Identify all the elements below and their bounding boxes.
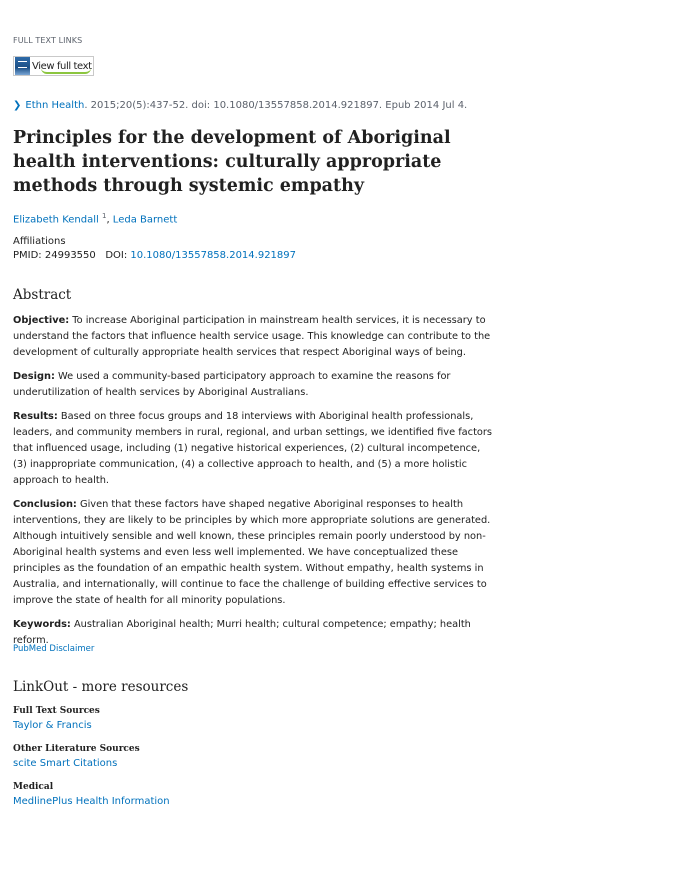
author-link[interactable]: Elizabeth Kendall (13, 214, 99, 226)
section-text: Based on three focus groups and 18 interviews with Aboriginal health professionals, leaders, and community members in rural, regional, and urban settings, we identified five factors that influenced usage, including (1) negative historical experiences, (2) cultural incompetence, (3) inappropriate communication, (4) a collective approach to health, and (5) a more holistic approach to health. (13, 411, 493, 486)
chevron-right-icon[interactable]: ❯ (13, 100, 22, 111)
view-full-text-button[interactable] (13, 56, 94, 76)
abstract-body (13, 313, 497, 657)
doi-link[interactable]: 10.1080/13557858.2014.921897 (130, 250, 297, 261)
section-text: To increase Aboriginal participation in mainstream health services, it is necessary to understand the factors that influence health service usage. This knowledge can contribute to the development of culturally appropriate health services that respect Aboriginal ways of being. (13, 315, 491, 358)
pmid-label: PMID: (13, 250, 42, 261)
section-label: Design: (13, 371, 55, 382)
linkout-heading: LinkOut - more resources (13, 679, 189, 695)
section-text: We used a community-based participatory approach to examine the reasons for underutilization of health services by Aboriginal Australians. (13, 371, 451, 398)
author-link[interactable]: Leda Barnett (112, 214, 178, 226)
linkout-group (13, 780, 170, 810)
section-text: Given that these factors have shaped negative Aboriginal responses to health interventions, they are likely to be principles by which more appropriate solutions are generated. Although intuitively sensible and well known, these principles remain poorly understood by non-Aboriginal health systems and even less well implemented. We have conceptualized these principles as the foundation of an empathic health system. Without empathy, health systems in Australia, and internationally, will continue to face the challenge of building effective services to improve the state of health for all minority populations. (13, 499, 491, 606)
linkout-group (13, 742, 140, 772)
full-text-links-label: FULL TEXT LINKS (13, 36, 83, 45)
linkout-link[interactable]: scite Smart Citations (13, 758, 118, 769)
author-separator: , (106, 214, 113, 226)
affiliation-number[interactable]: 1 (101, 212, 107, 220)
linkout-group-title: Medical (13, 782, 54, 792)
keywords-text: Australian Aboriginal health; Murri health; cultural competence; empathy; health reform. (13, 619, 471, 646)
section-label: Results: (13, 411, 58, 422)
abstract-heading: Abstract (13, 287, 72, 303)
author-list (13, 212, 177, 225)
linkout-group-title: Full Text Sources (13, 706, 100, 716)
pubmed-disclaimer-link[interactable]: PubMed Disclaimer (13, 644, 95, 654)
citation-line (13, 100, 467, 111)
publisher-logo-icon (15, 57, 30, 75)
affiliations-toggle[interactable]: Affiliations (13, 236, 66, 247)
doi-label: DOI: (105, 250, 128, 261)
citation-details: . 2015;20(5):437-52. doi: 10.1080/13557858.2014.921897. Epub 2014 Jul 4. (84, 100, 468, 111)
section-label: Objective: (13, 315, 70, 326)
abstract-section (13, 369, 497, 401)
linkout-group-title: Other Literature Sources (13, 744, 140, 754)
article-title: Principles for the development of Aboriginal health interventions: culturally appropriate methods through systemic empathy (13, 128, 451, 196)
section-label: Conclusion: (13, 499, 77, 510)
identifiers (13, 250, 296, 261)
linkout-link[interactable]: Taylor & Francis (13, 720, 92, 731)
abstract-section (13, 313, 497, 361)
linkout-group (13, 704, 100, 734)
keywords-label: Keywords: (13, 619, 71, 630)
journal-link[interactable]: Ethn Health (25, 100, 85, 111)
linkout-link[interactable]: MedlinePlus Health Information (13, 796, 170, 807)
swoosh-decoration (41, 68, 91, 74)
abstract-section (13, 409, 497, 489)
abstract-section (13, 497, 497, 609)
view-full-text-label: View full text (32, 60, 92, 72)
pmid-value: 24993550 (44, 250, 96, 261)
